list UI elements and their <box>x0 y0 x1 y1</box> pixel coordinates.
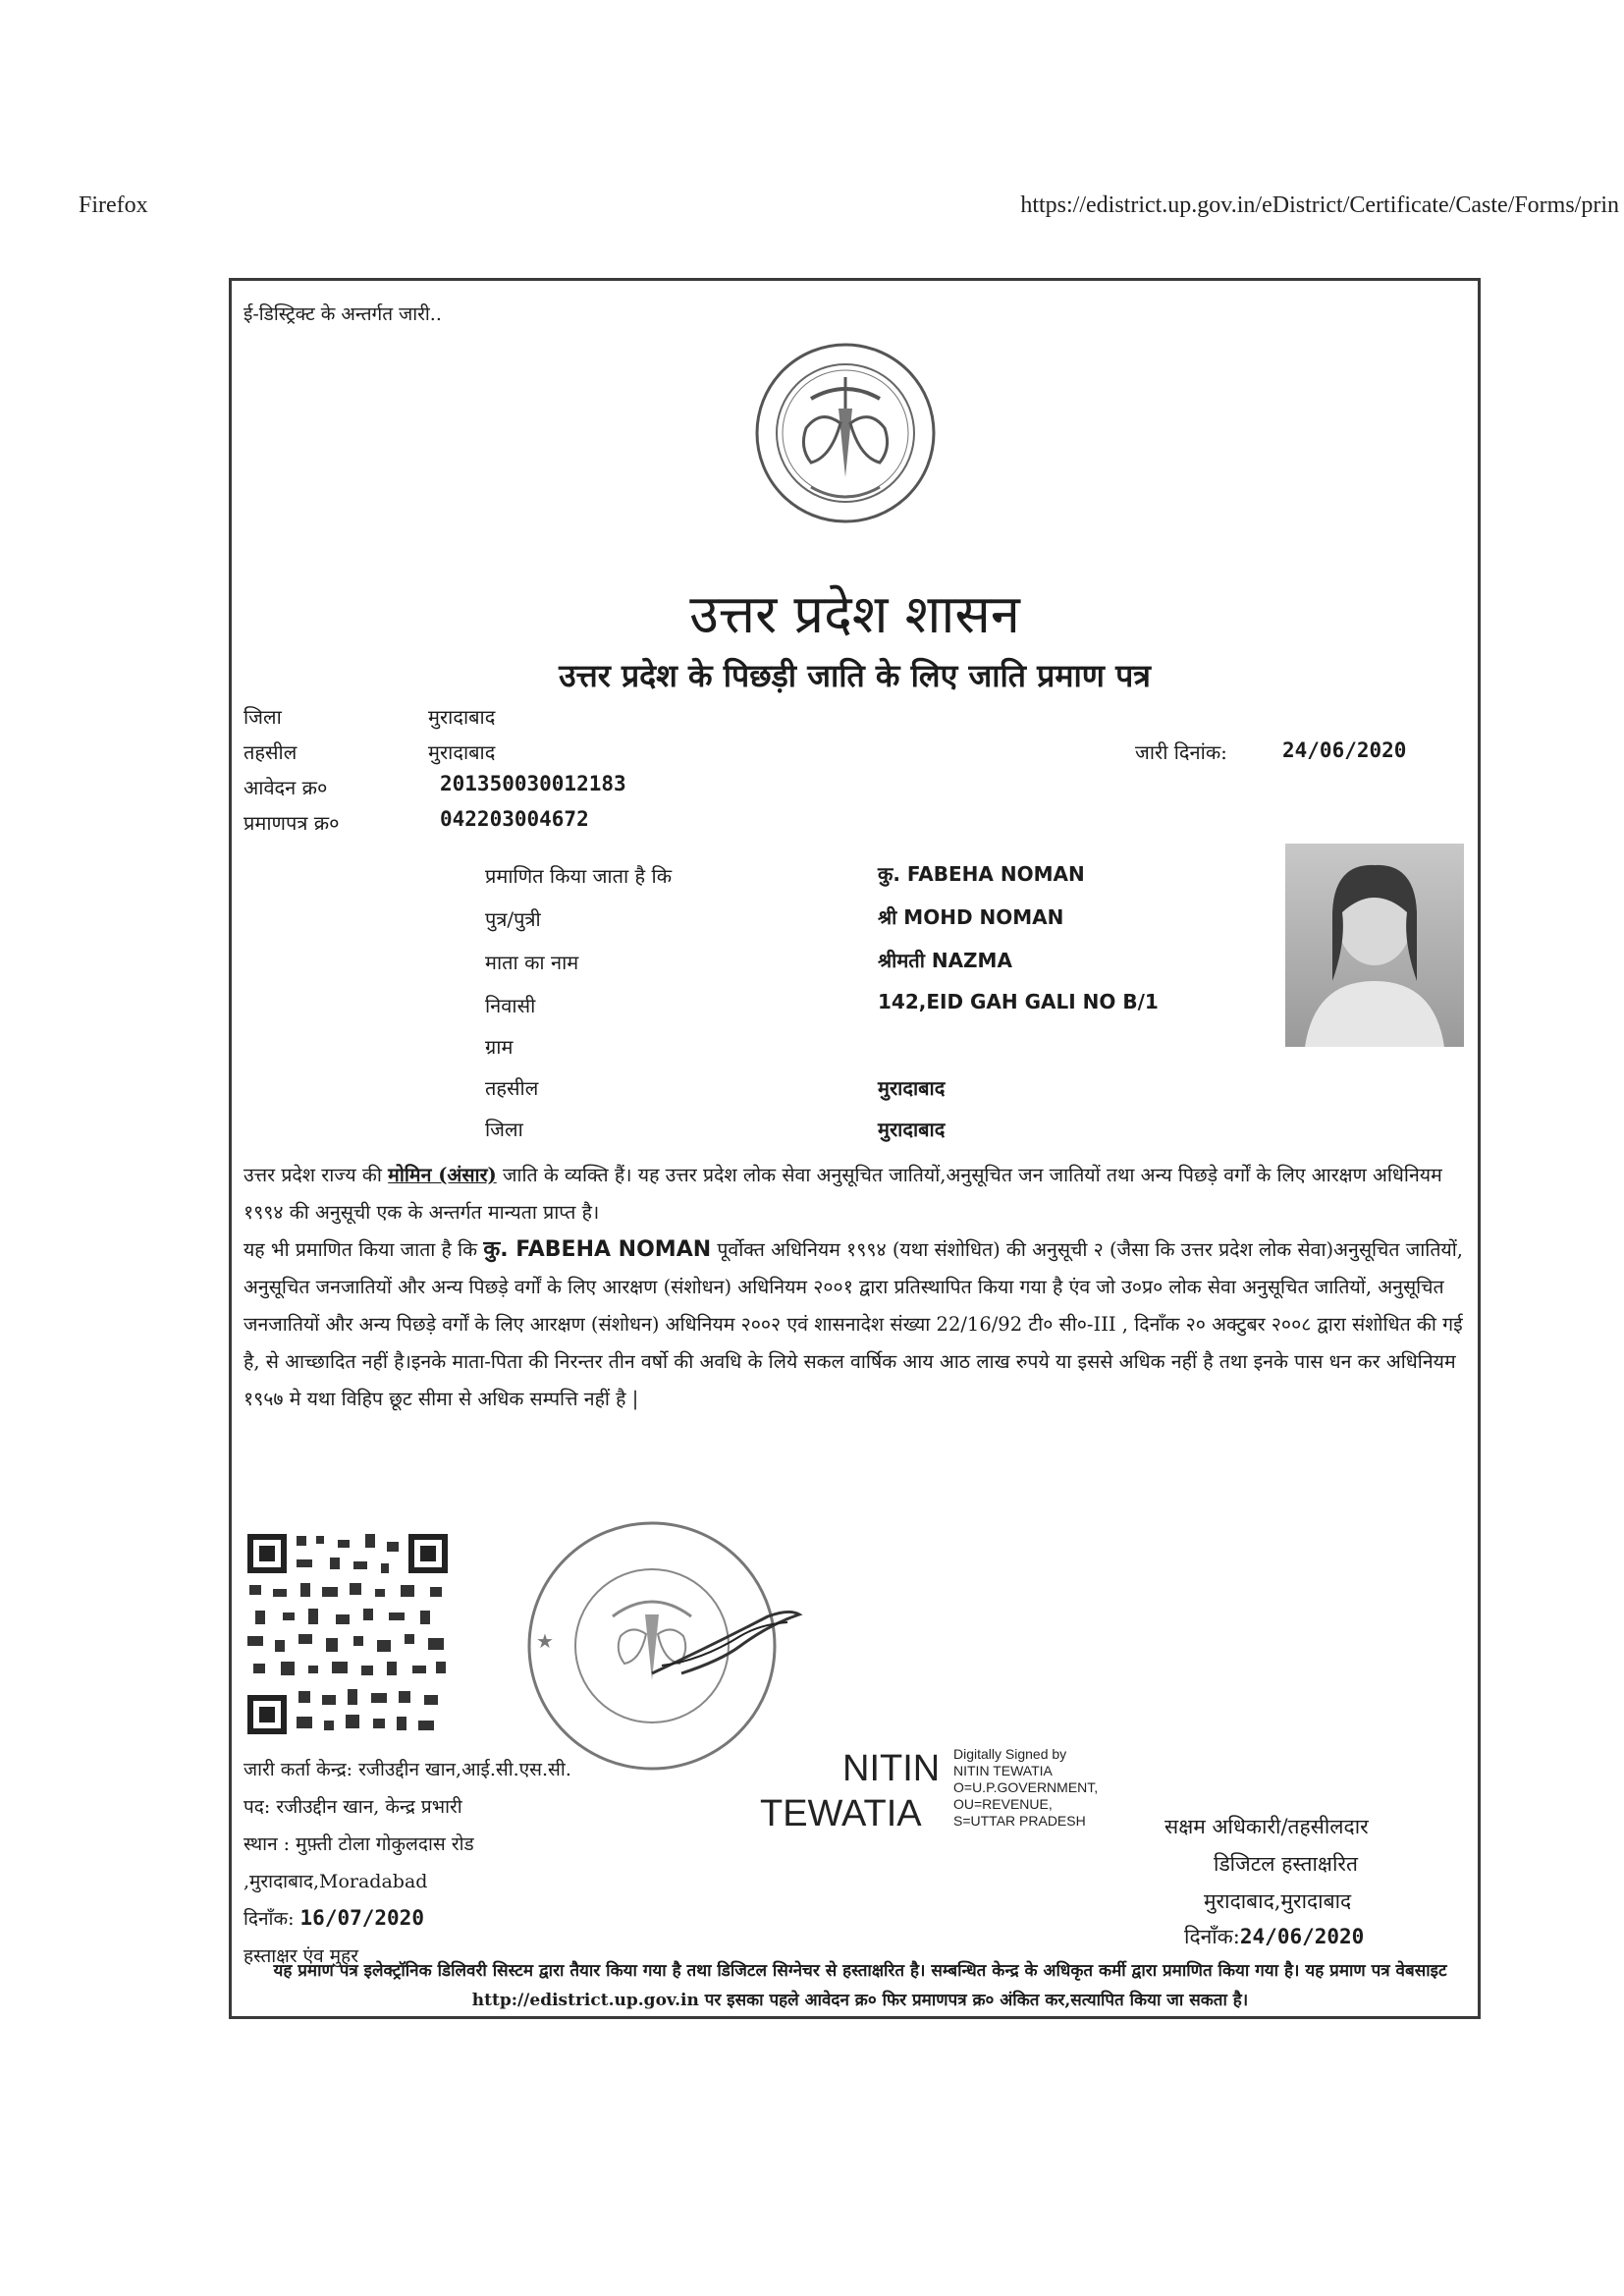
signer-first-name: NITIN <box>842 1748 941 1789</box>
applicant-photo <box>1285 844 1464 1047</box>
detail-label-village: ग्राम <box>485 1035 514 1059</box>
detail-label-tehsil: तहसील <box>485 1076 539 1100</box>
detail-value-address: 142,EID GAH GALI NO B/1 <box>878 990 1159 1013</box>
certificate <box>229 278 1481 2019</box>
certificate-number: 042203004672 <box>440 807 589 831</box>
income-paragraph: यह भी प्रमाणित किया जाता है कि कु. FABEHA NOMAN पूर्वोक्त अधिनियम १९९४ (यथा संशोधित) की अनुसूची २ (जैसा कि उत्तर प्रदेश लोक सेवा)अनुसूचित जातियों, अनुसूचित जनजातियों और अन्य पिछड़े वर्गों के लिए आरक्षण (संशोधन) अधिनियम २००१ द्वारा प्रतिस्थापित किया गया है एंव जो उ०प्र० लोक सेवा अनुसूचित जातियों, अनुसूचित जनजातियों और अन्य पिछड़े वर्गों के लिए आरक्षण (संशोधन) अधिनियम २००२ एवं शासनादेश संख्या 22/16/92 टी० सी०-III , दिनाँक २० अक्टुबर २००८ द्वारा संशोधित की गई है, से आच्छादित नहीं है।इनके माता-पिता की निरन्तर तीन वर्षो की अवधि के लिये सकल वार्षिक आय आठ लाख रुपये या इससे अधिक नहीं है तथा इनके पास धन कर अधिनियम १९५७ मे यथा विहिप छूट सीमा से अधिक सम्पत्ति नहीं है | <box>244 1237 1463 1410</box>
certificate-number-label: प्रमाणपत्र क्र० <box>244 811 340 835</box>
authority-digital-signed: डिजिटल हस्ताक्षरित <box>1214 1852 1358 1876</box>
authority-location: मुरादाबाद,मुरादाबाद <box>1204 1889 1352 1913</box>
detail-label-mother: माता का नाम <box>485 951 579 974</box>
issuer-post: पद: रजीउद्दीन खान, केन्द्र प्रभारी <box>244 1796 462 1818</box>
svg-text:★: ★ <box>536 1629 554 1653</box>
top-note: ई-डिस्ट्रिक्ट के अन्तर्गत जारी.. <box>244 303 442 325</box>
applicant-name-inline: कु. FABEHA NOMAN <box>483 1237 712 1262</box>
browser-name: Firefox <box>79 192 148 218</box>
detail-label-district: जिला <box>485 1118 523 1141</box>
government-title: उत्तर प्रदेश शासन <box>689 583 1020 645</box>
authority-date: 24/06/2020 <box>1239 1925 1365 1948</box>
issue-date-label: जारी दिनांक: <box>1135 740 1227 764</box>
issue-date: 24/06/2020 <box>1282 738 1407 762</box>
tehsil-value: मुरादाबाद <box>428 740 496 764</box>
print-url: https://edistrict.up.gov.in/eDistrict/Certificate/Caste/Forms/prin <box>1020 192 1619 218</box>
detail-value-tehsil: मुरादाबाद <box>878 1076 946 1100</box>
signature-and-seal-label: हस्ताक्षर एंव मुहर <box>244 1945 358 1967</box>
certificate-title: उत्तर प्रदेश के पिछड़ी जाति के लिए जाति प्रमाण पत्र <box>559 657 1151 694</box>
up-government-emblem <box>752 340 939 526</box>
issuing-centre: जारी कर्ता केन्द्र: रजीउद्दीन खान,आई.सी.एस.सी. <box>244 1759 571 1780</box>
footer-note: यह प्रमाण पत्र इलेक्ट्रॉनिक डिलिवरी सिस्टम द्वारा तैयार किया गया है तथा डिजिटल सिग्नेचर से हस्ताक्षरित है। सम्बन्धित केन्द्र के अधिकृत कर्मी द्वारा प्रमाणित किया गया है। यह प्रमाण पत्र वेबसाइट http://edistrict.up.gov.in पर इसका पहले आवेदन क्र० फिर प्रमाणपत्र क्र० अंकित कर,सत्यापित किया जा सकता है। <box>273 1961 1447 2010</box>
application-number: 201350030012183 <box>440 772 626 795</box>
detail-value-district: मुरादाबाद <box>878 1118 946 1141</box>
detail-label-parent: पुत्र/पुत्री <box>485 907 541 931</box>
office-seal-stamp <box>505 1499 809 1783</box>
tehsil-label: तहसील <box>244 740 298 764</box>
caste-name: मोमिन (अंसार) <box>388 1164 497 1186</box>
authority-date-label: दिनाँक: <box>1184 1925 1240 1948</box>
digital-signature-details: Digitally Signed by NITIN TEWATIA O=U.P.GOVERNMENT, OU=REVENUE, S=UTTAR PRADESH <box>953 1746 1099 1829</box>
detail-label-certify: प्रमाणित किया जाता है कि <box>485 864 673 888</box>
detail-value-father: श्री MOHD NOMAN <box>878 905 1064 929</box>
caste-paragraph: उत्तर प्रदेश राज्य की मोमिन (अंसार) जाति के व्यक्ति हैं। यह उत्तर प्रदेश लोक सेवा अनुसूचित जातियों,अनुसूचित जन जातियों तथा अन्य पिछड़े वर्गों के लिए आरक्षण अधिनियम १९९४ की अनुसूची एक के अन्तर्गत मान्यता प्राप्त है। <box>244 1164 1442 1224</box>
detail-label-resident: निवासी <box>485 994 536 1017</box>
issuer-place: स्थान : मुफ़्ती टोला गोकुलदास रोड <box>244 1833 474 1855</box>
qr-code <box>244 1530 452 1738</box>
district-value: मुरादाबाद <box>428 705 496 729</box>
district-label: जिला <box>244 705 282 729</box>
authority-date-row <box>1184 1923 1364 1950</box>
authority-title: सक्षम अधिकारी/तहसीलदार <box>1164 1815 1369 1838</box>
signer-last-name: TEWATIA <box>760 1793 922 1834</box>
application-label: आवेदन क्र० <box>244 776 328 799</box>
issuer-place-city: ,मुरादाबाद,Moradabad <box>244 1871 428 1892</box>
detail-value-mother: श्रीमती NAZMA <box>878 949 1012 972</box>
issuer-date: 16/07/2020 <box>299 1906 424 1930</box>
detail-value-name: कु. FABEHA NOMAN <box>878 862 1085 886</box>
issuer-date-label: दिनाँक: <box>244 1908 295 1930</box>
issuer-date-row <box>244 1905 424 1931</box>
